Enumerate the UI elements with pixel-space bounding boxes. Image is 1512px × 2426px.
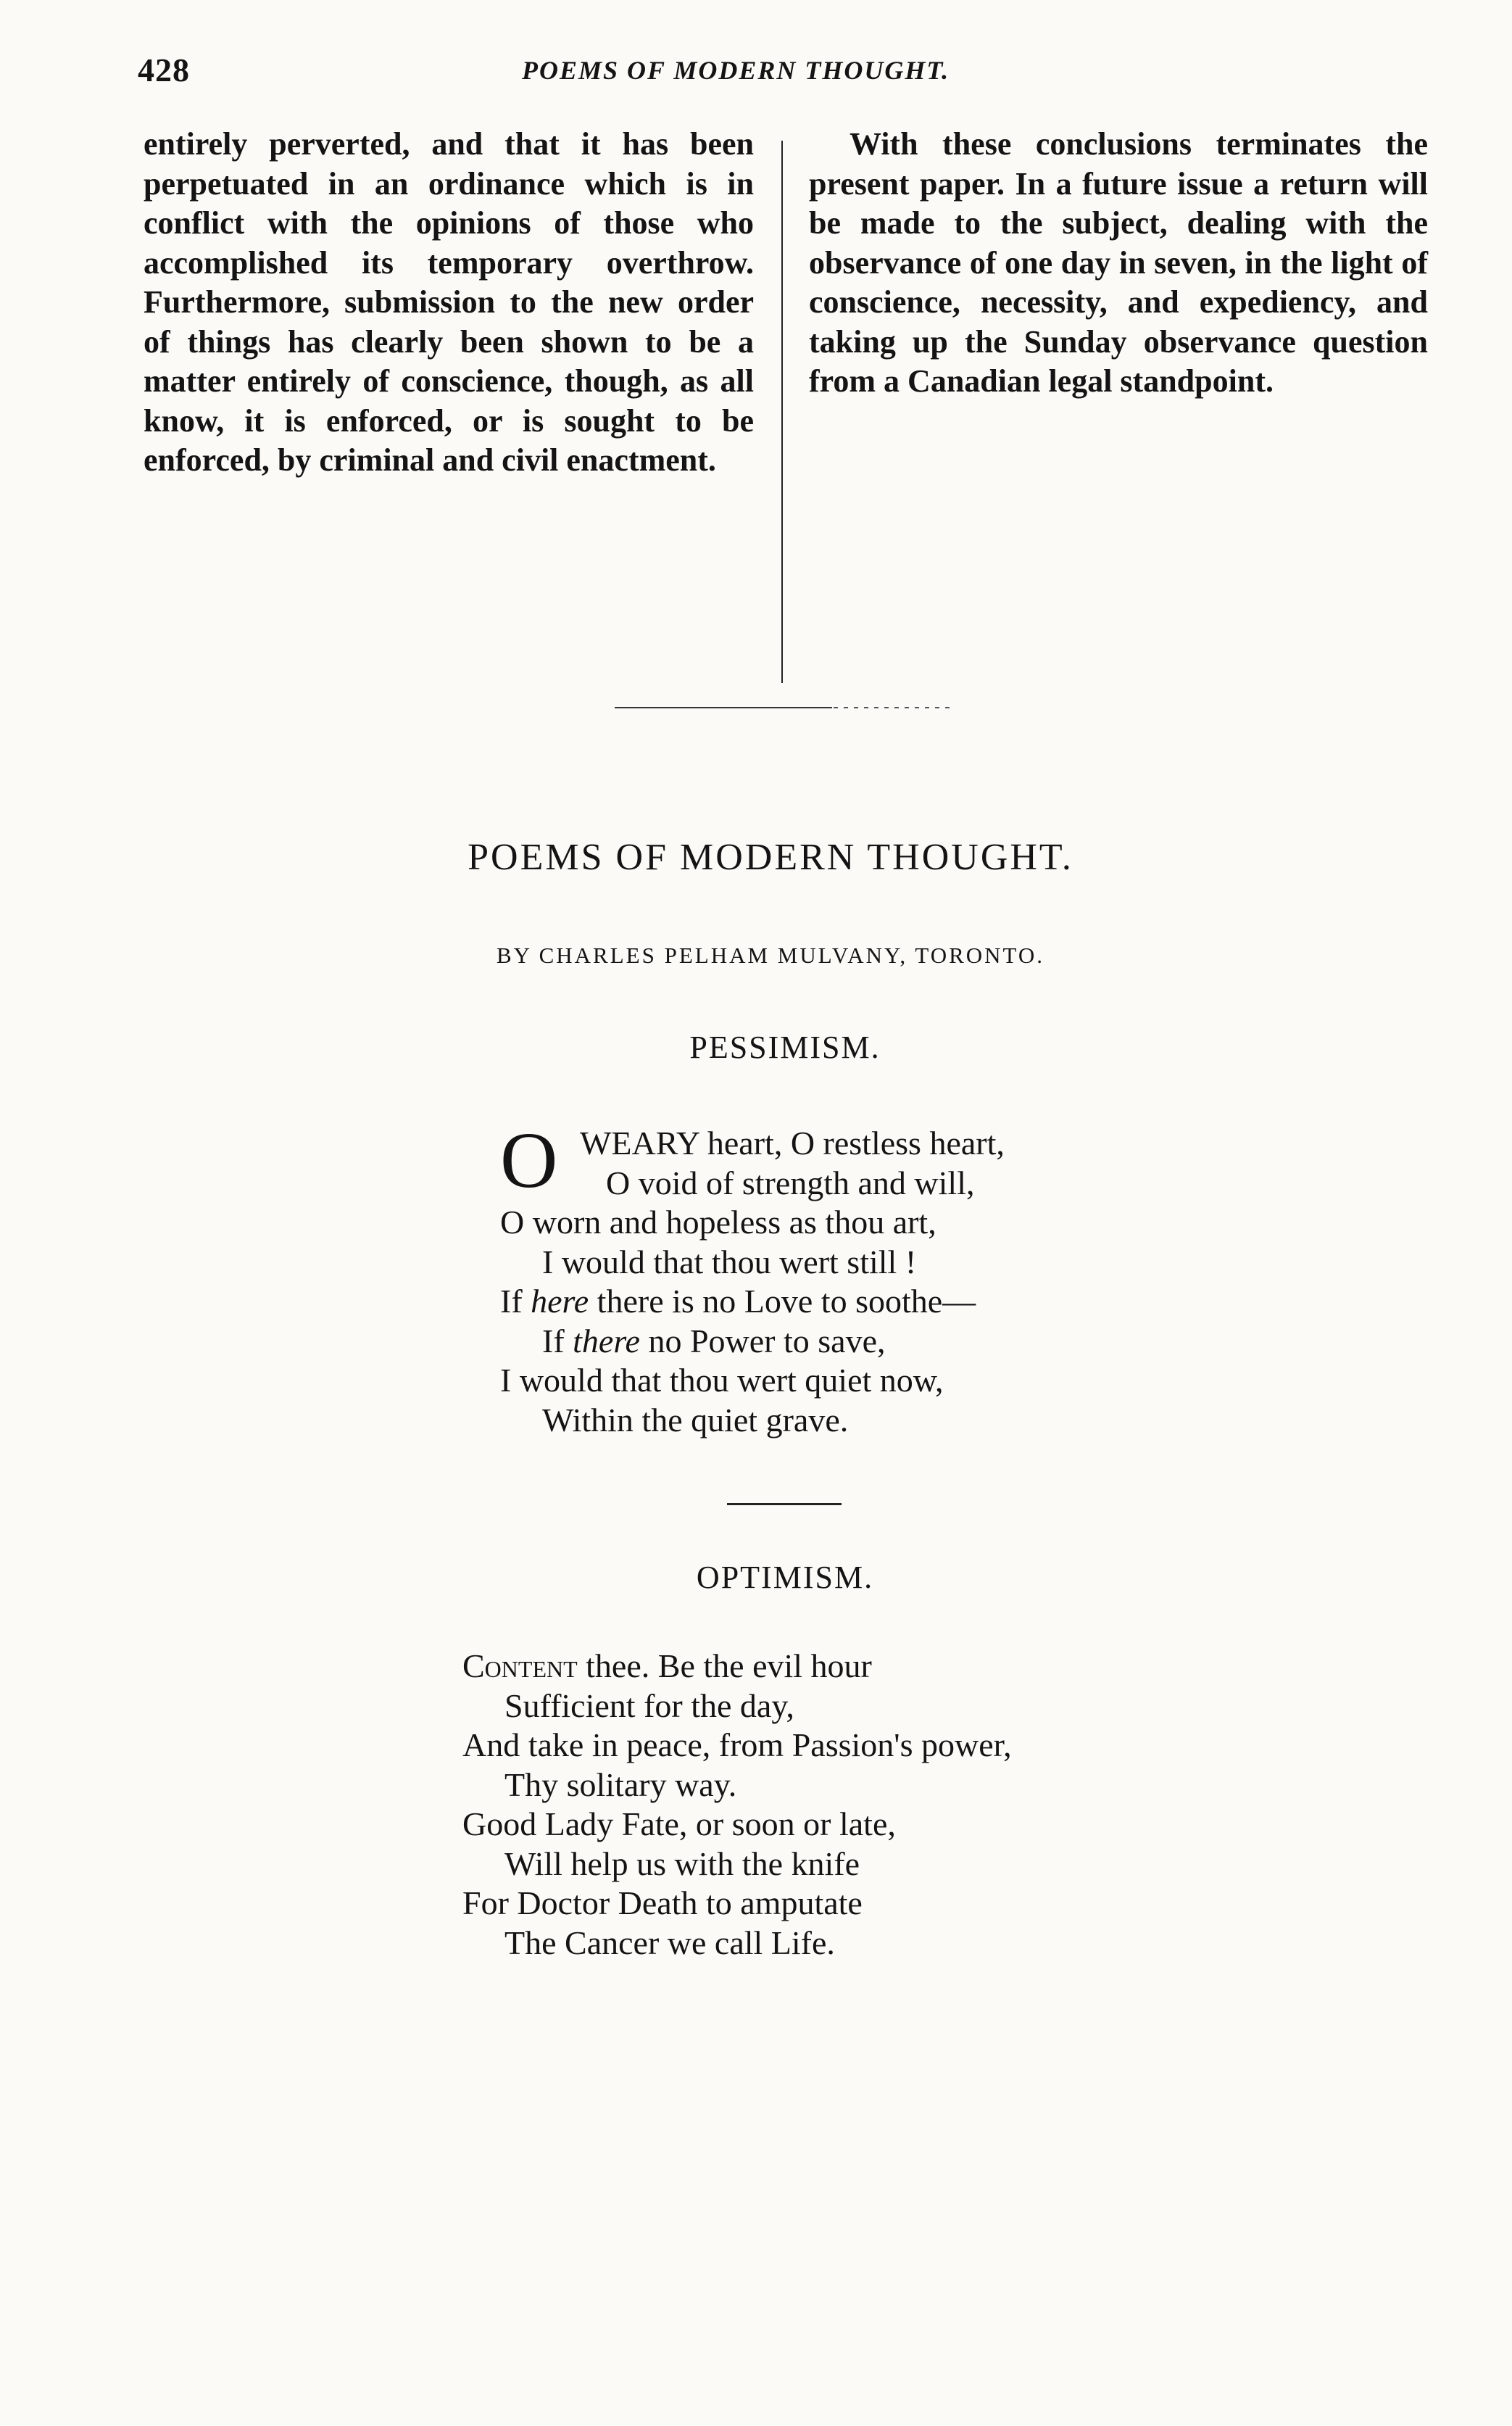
- poem-title-pessimism: PESSIMISM.: [689, 1030, 881, 1065]
- poem-line: WEARY heart, O restless heart,: [580, 1125, 1005, 1162]
- author-byline: BY CHARLES PELHAM MULVANY, TORONTO.: [496, 943, 1045, 968]
- drop-cap: O: [500, 1116, 558, 1204]
- section-title: POEMS OF MODERN THOUGHT.: [468, 837, 1073, 878]
- poem-line: O worn and hopeless as thou art,: [500, 1204, 936, 1241]
- poem-line: O void of strength and will,: [606, 1164, 975, 1201]
- right-column: [809, 125, 1428, 402]
- poem-line: Will help us with the knife: [504, 1845, 860, 1882]
- poem-word: thee. Be the evil hour: [586, 1647, 872, 1684]
- poem-title-optimism: OPTIMISM.: [696, 1560, 874, 1595]
- poem-line: And take in peace, from Passion's power,: [462, 1726, 1012, 1763]
- poem-emphasis: here: [531, 1283, 589, 1320]
- poem-emphasis: there: [573, 1322, 640, 1359]
- poem-line: I would that thou wert quiet now,: [500, 1362, 944, 1399]
- poem-line: I would that thou wert still !: [542, 1243, 917, 1280]
- two-column-text: [144, 125, 1428, 560]
- section-separator-dots: [834, 707, 950, 708]
- poem-pessimism: [500, 1116, 1005, 1440]
- poem-separator-rule: [727, 1503, 842, 1505]
- poem-word: If: [542, 1322, 565, 1359]
- poem-word: no Power to save,: [648, 1322, 886, 1359]
- poem-line: For Doctor Death to amputate: [462, 1884, 863, 1921]
- poem-line: [500, 1322, 1005, 1362]
- poem-optimism: [462, 1647, 1012, 1963]
- poem-line: The Cancer we call Life.: [504, 1924, 835, 1961]
- poem-line: Thy solitary way.: [504, 1765, 737, 1803]
- poem-word: If: [500, 1283, 523, 1320]
- section-separator-rule: [615, 707, 832, 708]
- page-number: 428: [138, 51, 190, 88]
- poem-word: there is no Love to soothe—: [597, 1283, 976, 1320]
- column-divider: [781, 141, 783, 683]
- poem-line: Sufficient for the day,: [504, 1686, 794, 1724]
- poem-line: Good Lady Fate, or soon or late,: [462, 1805, 896, 1842]
- left-column: [144, 125, 754, 481]
- poem-line: [500, 1282, 1005, 1322]
- right-column-paragraph: With these conclusions terminates the present paper. In a future issue a return will be made to the subject, dealing with the observance of one day in seven, in the light of conscience, necessity, and expediency, and taking up the Sunday observance question from a Canadian legal standpoint.: [809, 126, 1428, 399]
- poem-line: Within the quiet grave.: [542, 1401, 849, 1438]
- left-column-paragraph: entirely perverted, and that it has been perpetuated in an ordinance which is in conflict with the opinions of those who accomplished its temporary overthrow. Furthermore, submission to the new order of things has clearly been shown to be a matter entirely of conscience, though, as all know, it is enforced, or is sought to be enforced, by criminal and civil enactment.: [144, 126, 754, 478]
- running-title: POEMS OF MODERN THOUGHT.: [522, 56, 950, 85]
- running-head: [138, 51, 1428, 94]
- poem-first-word: Content: [462, 1647, 578, 1684]
- poem-line: [462, 1647, 1012, 1686]
